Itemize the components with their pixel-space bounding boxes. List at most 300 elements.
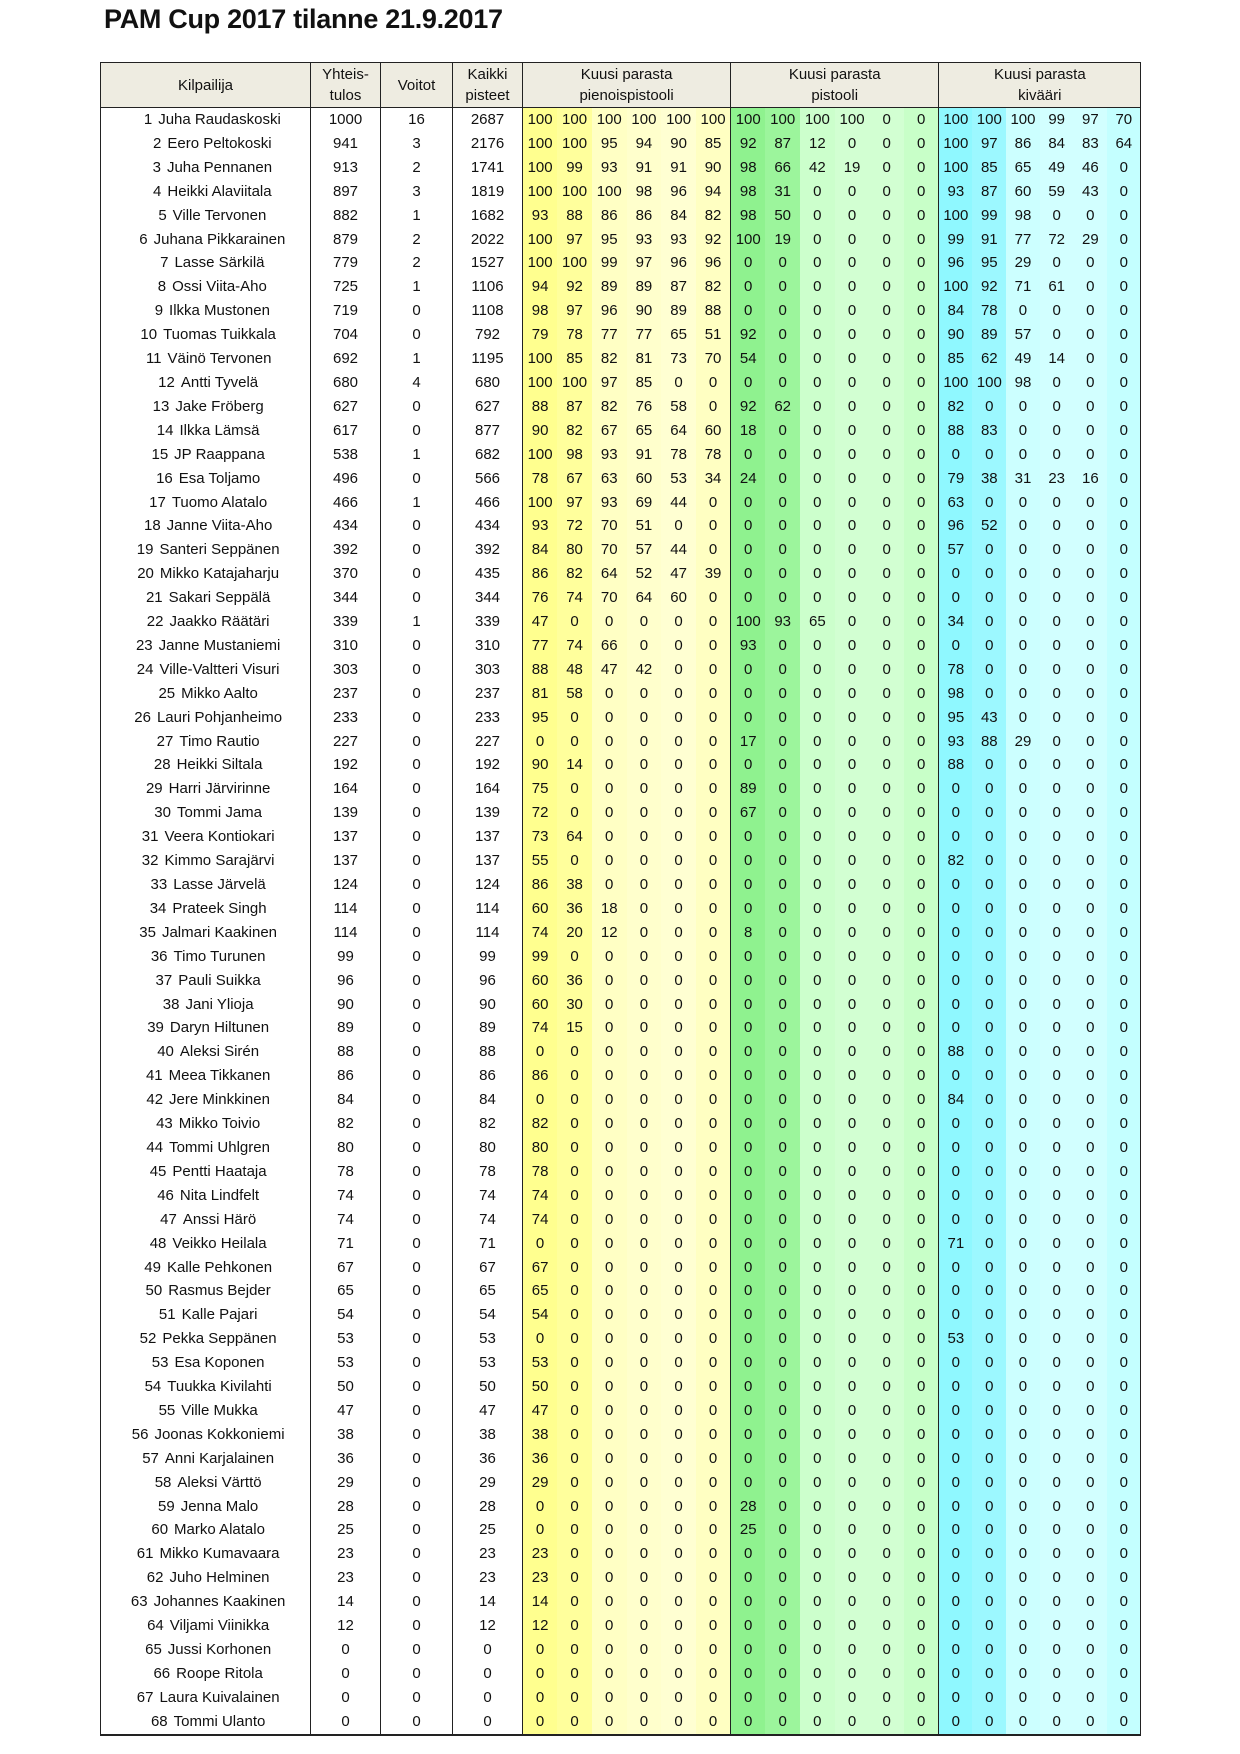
wins: 0 bbox=[381, 538, 453, 562]
score-rifle: 0 bbox=[1006, 1303, 1040, 1327]
score-small-pistol: 82 bbox=[523, 1112, 558, 1136]
score-pistol: 8 bbox=[731, 921, 766, 945]
score-pistol: 0 bbox=[835, 1542, 870, 1566]
score-rifle: 0 bbox=[1006, 538, 1040, 562]
score-rifle: 43 bbox=[1074, 180, 1108, 204]
wins: 0 bbox=[381, 777, 453, 801]
score-rifle: 98 bbox=[939, 682, 973, 706]
score-small-pistol: 0 bbox=[696, 969, 731, 993]
score-small-pistol: 0 bbox=[696, 1208, 731, 1232]
score-pistol: 0 bbox=[765, 1423, 800, 1447]
score-rifle: 0 bbox=[1074, 658, 1108, 682]
score-pistol: 0 bbox=[904, 586, 939, 610]
competitor-name: Jaakko Räätäri bbox=[169, 613, 270, 631]
score-rifle: 0 bbox=[972, 969, 1006, 993]
score-small-pistol: 0 bbox=[696, 1327, 731, 1351]
score-rifle: 0 bbox=[1074, 204, 1108, 228]
score-small-pistol: 93 bbox=[592, 156, 627, 180]
score-small-pistol: 90 bbox=[661, 132, 696, 156]
score-rifle: 0 bbox=[1107, 1303, 1141, 1327]
score-pistol: 0 bbox=[869, 443, 904, 467]
score-pistol: 100 bbox=[765, 108, 800, 132]
score-pistol: 0 bbox=[765, 825, 800, 849]
score-small-pistol: 0 bbox=[661, 777, 696, 801]
score-pistol: 0 bbox=[835, 514, 870, 538]
score-pistol: 0 bbox=[904, 514, 939, 538]
header-group-rifle bbox=[939, 63, 1141, 108]
table-row bbox=[101, 1686, 1141, 1710]
score-rifle: 0 bbox=[1006, 706, 1040, 730]
score-rifle: 0 bbox=[1040, 1638, 1074, 1662]
score-rifle: 0 bbox=[1074, 1279, 1108, 1303]
total-result: 53 bbox=[311, 1351, 381, 1375]
score-small-pistol: 36 bbox=[557, 897, 592, 921]
score-pistol: 0 bbox=[800, 251, 835, 275]
wins: 0 bbox=[381, 586, 453, 610]
wins: 0 bbox=[381, 1088, 453, 1112]
all-points: 466 bbox=[453, 491, 523, 515]
score-small-pistol: 0 bbox=[627, 1256, 662, 1280]
score-small-pistol: 93 bbox=[661, 228, 696, 252]
rank: 2 bbox=[153, 134, 162, 152]
score-pistol: 98 bbox=[731, 156, 766, 180]
score-rifle: 0 bbox=[1107, 777, 1141, 801]
all-points: 1108 bbox=[453, 299, 523, 323]
total-result: 0 bbox=[311, 1638, 381, 1662]
table-row bbox=[101, 634, 1141, 658]
score-small-pistol: 0 bbox=[627, 825, 662, 849]
score-pistol: 0 bbox=[869, 1016, 904, 1040]
competitor-cell bbox=[101, 467, 311, 491]
header-group-line1: Kuusi parasta bbox=[788, 66, 881, 83]
score-small-pistol: 0 bbox=[696, 1566, 731, 1590]
score-pistol: 0 bbox=[800, 993, 835, 1017]
score-small-pistol: 0 bbox=[592, 1136, 627, 1160]
score-pistol: 0 bbox=[731, 1279, 766, 1303]
competitor-cell bbox=[101, 1184, 311, 1208]
table-row bbox=[101, 969, 1141, 993]
score-pistol: 0 bbox=[731, 371, 766, 395]
competitor-cell bbox=[101, 825, 311, 849]
score-small-pistol: 0 bbox=[696, 1447, 731, 1471]
competitor-name: Aleksi Värttö bbox=[177, 1473, 262, 1491]
total-result: 86 bbox=[311, 1064, 381, 1088]
score-rifle: 0 bbox=[1074, 1495, 1108, 1519]
score-rifle: 0 bbox=[1040, 1566, 1074, 1590]
competitor-cell bbox=[101, 1447, 311, 1471]
score-rifle: 83 bbox=[972, 419, 1006, 443]
table-row bbox=[101, 801, 1141, 825]
competitor-name: Kimmo Sarajärvi bbox=[164, 852, 275, 870]
score-pistol: 0 bbox=[904, 1638, 939, 1662]
score-rifle: 0 bbox=[1107, 1184, 1141, 1208]
table-row bbox=[101, 467, 1141, 491]
score-pistol: 0 bbox=[800, 1495, 835, 1519]
total-result: 339 bbox=[311, 610, 381, 634]
score-small-pistol: 0 bbox=[661, 969, 696, 993]
score-small-pistol: 0 bbox=[523, 1710, 558, 1735]
score-pistol: 0 bbox=[904, 1375, 939, 1399]
score-pistol: 0 bbox=[765, 1279, 800, 1303]
score-pistol: 0 bbox=[731, 1710, 766, 1735]
score-rifle: 0 bbox=[972, 682, 1006, 706]
score-rifle: 0 bbox=[1074, 1256, 1108, 1280]
score-pistol: 0 bbox=[835, 1423, 870, 1447]
score-rifle: 0 bbox=[939, 1375, 973, 1399]
score-pistol: 0 bbox=[731, 1566, 766, 1590]
score-pistol: 0 bbox=[765, 1088, 800, 1112]
score-small-pistol: 0 bbox=[592, 777, 627, 801]
score-small-pistol: 86 bbox=[523, 562, 558, 586]
score-rifle: 0 bbox=[1107, 1040, 1141, 1064]
all-points: 0 bbox=[453, 1638, 523, 1662]
score-rifle: 0 bbox=[1040, 323, 1074, 347]
score-small-pistol: 0 bbox=[696, 1423, 731, 1447]
score-small-pistol: 0 bbox=[592, 1016, 627, 1040]
total-result: 538 bbox=[311, 443, 381, 467]
score-pistol: 0 bbox=[835, 873, 870, 897]
rank: 52 bbox=[139, 1330, 157, 1348]
wins: 0 bbox=[381, 1279, 453, 1303]
table-row bbox=[101, 897, 1141, 921]
rank: 68 bbox=[150, 1712, 168, 1730]
score-pistol: 0 bbox=[835, 1447, 870, 1471]
table-row bbox=[101, 1495, 1141, 1519]
score-rifle: 0 bbox=[972, 1375, 1006, 1399]
rank: 58 bbox=[154, 1473, 172, 1491]
score-pistol: 0 bbox=[731, 1160, 766, 1184]
score-rifle: 0 bbox=[1006, 1256, 1040, 1280]
score-small-pistol: 0 bbox=[696, 801, 731, 825]
score-rifle: 88 bbox=[939, 1040, 973, 1064]
score-small-pistol: 0 bbox=[696, 1256, 731, 1280]
score-pistol: 0 bbox=[904, 730, 939, 754]
competitor-name: Pekka Seppänen bbox=[162, 1330, 277, 1348]
score-pistol: 0 bbox=[765, 467, 800, 491]
score-rifle: 0 bbox=[1040, 1112, 1074, 1136]
header-wins-label: Voitot bbox=[397, 76, 436, 94]
score-rifle: 0 bbox=[939, 1662, 973, 1686]
score-rifle: 0 bbox=[972, 777, 1006, 801]
all-points: 877 bbox=[453, 419, 523, 443]
table-row bbox=[101, 1471, 1141, 1495]
rank: 53 bbox=[151, 1354, 169, 1372]
score-rifle: 0 bbox=[972, 1327, 1006, 1351]
score-rifle: 0 bbox=[1107, 825, 1141, 849]
score-small-pistol: 0 bbox=[627, 1160, 662, 1184]
score-pistol: 0 bbox=[731, 1088, 766, 1112]
score-rifle: 0 bbox=[972, 1256, 1006, 1280]
score-rifle: 0 bbox=[972, 1303, 1006, 1327]
all-points: 114 bbox=[453, 897, 523, 921]
score-small-pistol: 85 bbox=[557, 347, 592, 371]
wins: 0 bbox=[381, 1590, 453, 1614]
score-rifle: 0 bbox=[1107, 491, 1141, 515]
score-small-pistol: 0 bbox=[661, 1256, 696, 1280]
score-rifle: 71 bbox=[939, 1232, 973, 1256]
score-pistol: 0 bbox=[800, 1638, 835, 1662]
rank: 59 bbox=[158, 1497, 175, 1515]
score-small-pistol: 0 bbox=[661, 1566, 696, 1590]
score-rifle: 0 bbox=[1006, 801, 1040, 825]
score-small-pistol: 0 bbox=[592, 1710, 627, 1735]
all-points: 2176 bbox=[453, 132, 523, 156]
score-small-pistol: 0 bbox=[661, 682, 696, 706]
score-rifle: 0 bbox=[1074, 443, 1108, 467]
score-small-pistol: 0 bbox=[696, 730, 731, 754]
score-small-pistol: 48 bbox=[557, 658, 592, 682]
score-small-pistol: 95 bbox=[523, 706, 558, 730]
score-rifle: 98 bbox=[1006, 204, 1040, 228]
score-pistol: 0 bbox=[835, 993, 870, 1017]
competitor-cell bbox=[101, 777, 311, 801]
score-small-pistol: 74 bbox=[557, 586, 592, 610]
wins: 0 bbox=[381, 323, 453, 347]
score-pistol: 0 bbox=[904, 1351, 939, 1375]
score-rifle: 0 bbox=[1006, 993, 1040, 1017]
score-rifle: 0 bbox=[1040, 562, 1074, 586]
score-rifle: 0 bbox=[972, 1208, 1006, 1232]
competitor-name: Ville Tervonen bbox=[172, 206, 267, 224]
score-small-pistol: 82 bbox=[696, 275, 731, 299]
all-points: 96 bbox=[453, 969, 523, 993]
score-small-pistol: 0 bbox=[696, 1351, 731, 1375]
score-small-pistol: 98 bbox=[523, 299, 558, 323]
score-pistol: 0 bbox=[835, 491, 870, 515]
rank: 23 bbox=[135, 636, 153, 654]
table-row bbox=[101, 1399, 1141, 1423]
score-small-pistol: 0 bbox=[627, 1351, 662, 1375]
score-rifle: 90 bbox=[939, 323, 973, 347]
score-small-pistol: 0 bbox=[696, 610, 731, 634]
score-small-pistol: 0 bbox=[661, 1232, 696, 1256]
competitor-cell bbox=[101, 658, 311, 682]
score-pistol: 0 bbox=[904, 945, 939, 969]
all-points: 89 bbox=[453, 1016, 523, 1040]
total-result: 704 bbox=[311, 323, 381, 347]
rank: 32 bbox=[141, 852, 159, 870]
score-rifle: 0 bbox=[1074, 825, 1108, 849]
score-pistol: 0 bbox=[869, 1662, 904, 1686]
table-row bbox=[101, 1040, 1141, 1064]
score-pistol: 0 bbox=[800, 1375, 835, 1399]
rank: 63 bbox=[130, 1593, 148, 1611]
rank: 13 bbox=[152, 397, 170, 415]
score-small-pistol: 98 bbox=[557, 443, 592, 467]
total-result: 114 bbox=[311, 921, 381, 945]
score-pistol: 0 bbox=[731, 1399, 766, 1423]
score-pistol: 0 bbox=[835, 299, 870, 323]
all-points: 23 bbox=[453, 1542, 523, 1566]
wins: 1 bbox=[381, 204, 453, 228]
score-pistol: 0 bbox=[869, 1256, 904, 1280]
score-pistol: 0 bbox=[904, 897, 939, 921]
score-pistol: 0 bbox=[869, 323, 904, 347]
rank: 60 bbox=[151, 1521, 169, 1539]
score-pistol: 0 bbox=[869, 1471, 904, 1495]
all-points: 86 bbox=[453, 1064, 523, 1088]
score-pistol: 0 bbox=[835, 825, 870, 849]
score-pistol: 0 bbox=[800, 586, 835, 610]
score-small-pistol: 0 bbox=[592, 1686, 627, 1710]
score-rifle: 0 bbox=[1074, 538, 1108, 562]
score-small-pistol: 0 bbox=[696, 491, 731, 515]
score-small-pistol: 0 bbox=[627, 682, 662, 706]
score-rifle: 0 bbox=[1006, 1542, 1040, 1566]
score-small-pistol: 88 bbox=[696, 299, 731, 323]
wins: 3 bbox=[381, 180, 453, 204]
score-pistol: 0 bbox=[835, 1256, 870, 1280]
score-rifle: 0 bbox=[1074, 299, 1108, 323]
score-small-pistol: 100 bbox=[523, 228, 558, 252]
score-pistol: 0 bbox=[904, 1566, 939, 1590]
wins: 0 bbox=[381, 514, 453, 538]
score-pistol: 0 bbox=[731, 753, 766, 777]
score-pistol: 0 bbox=[765, 514, 800, 538]
competitor-cell bbox=[101, 1256, 311, 1280]
wins: 0 bbox=[381, 634, 453, 658]
score-pistol: 0 bbox=[731, 1040, 766, 1064]
score-small-pistol: 74 bbox=[523, 921, 558, 945]
all-points: 627 bbox=[453, 395, 523, 419]
rank: 17 bbox=[149, 493, 166, 511]
score-pistol: 0 bbox=[835, 228, 870, 252]
score-pistol: 0 bbox=[869, 108, 904, 132]
wins: 0 bbox=[381, 1638, 453, 1662]
score-rifle: 0 bbox=[1006, 682, 1040, 706]
score-small-pistol: 90 bbox=[627, 299, 662, 323]
score-rifle: 0 bbox=[1107, 1232, 1141, 1256]
score-small-pistol: 0 bbox=[627, 634, 662, 658]
score-rifle: 0 bbox=[1074, 873, 1108, 897]
rank: 12 bbox=[158, 373, 175, 391]
score-rifle: 89 bbox=[972, 323, 1006, 347]
score-small-pistol: 69 bbox=[627, 491, 662, 515]
score-rifle: 0 bbox=[939, 969, 973, 993]
score-pistol: 0 bbox=[731, 1423, 766, 1447]
wins: 1 bbox=[381, 610, 453, 634]
score-small-pistol: 0 bbox=[661, 1088, 696, 1112]
wins: 0 bbox=[381, 1662, 453, 1686]
header-group-pistol bbox=[731, 63, 939, 108]
score-pistol: 0 bbox=[731, 1208, 766, 1232]
score-small-pistol: 100 bbox=[523, 251, 558, 275]
score-rifle: 0 bbox=[1107, 849, 1141, 873]
score-rifle: 0 bbox=[1006, 419, 1040, 443]
competitor-name: Eero Peltokoski bbox=[167, 134, 272, 152]
rank: 47 bbox=[160, 1210, 177, 1228]
score-small-pistol: 0 bbox=[557, 1542, 592, 1566]
score-rifle: 0 bbox=[939, 1399, 973, 1423]
score-small-pistol: 0 bbox=[661, 1495, 696, 1519]
score-rifle: 0 bbox=[1107, 443, 1141, 467]
score-rifle: 97 bbox=[972, 132, 1006, 156]
score-small-pistol: 100 bbox=[592, 108, 627, 132]
score-rifle: 0 bbox=[1107, 1256, 1141, 1280]
score-small-pistol: 0 bbox=[592, 1375, 627, 1399]
score-pistol: 0 bbox=[800, 491, 835, 515]
score-pistol: 0 bbox=[731, 1232, 766, 1256]
score-small-pistol: 36 bbox=[557, 969, 592, 993]
competitor-cell bbox=[101, 873, 311, 897]
wins: 0 bbox=[381, 1375, 453, 1399]
competitor-name: Heikki Siltala bbox=[176, 756, 263, 774]
score-pistol: 0 bbox=[869, 993, 904, 1017]
score-rifle: 0 bbox=[1006, 1351, 1040, 1375]
competitor-name: Johannes Kaakinen bbox=[153, 1593, 286, 1611]
wins: 0 bbox=[381, 1447, 453, 1471]
score-pistol: 0 bbox=[904, 921, 939, 945]
wins: 0 bbox=[381, 1112, 453, 1136]
score-pistol: 0 bbox=[800, 1423, 835, 1447]
score-small-pistol: 90 bbox=[523, 753, 558, 777]
score-rifle: 93 bbox=[939, 730, 973, 754]
score-small-pistol: 0 bbox=[627, 1232, 662, 1256]
score-small-pistol: 0 bbox=[696, 1136, 731, 1160]
score-rifle: 0 bbox=[1006, 753, 1040, 777]
score-rifle: 100 bbox=[939, 108, 973, 132]
score-small-pistol: 88 bbox=[557, 204, 592, 228]
wins: 0 bbox=[381, 969, 453, 993]
score-pistol: 0 bbox=[731, 1351, 766, 1375]
score-pistol: 0 bbox=[800, 1256, 835, 1280]
score-rifle: 63 bbox=[939, 491, 973, 515]
score-rifle: 0 bbox=[1040, 730, 1074, 754]
score-small-pistol: 0 bbox=[592, 1327, 627, 1351]
total-result: 310 bbox=[311, 634, 381, 658]
competitor-name: Ville Mukka bbox=[181, 1401, 258, 1419]
score-rifle: 0 bbox=[1040, 1614, 1074, 1638]
score-small-pistol: 96 bbox=[592, 299, 627, 323]
score-rifle: 0 bbox=[1040, 1662, 1074, 1686]
score-rifle: 0 bbox=[1107, 1064, 1141, 1088]
score-rifle: 0 bbox=[1006, 443, 1040, 467]
total-result: 627 bbox=[311, 395, 381, 419]
score-small-pistol: 0 bbox=[627, 730, 662, 754]
score-small-pistol: 97 bbox=[557, 299, 592, 323]
score-rifle: 0 bbox=[1006, 299, 1040, 323]
score-small-pistol: 0 bbox=[592, 1351, 627, 1375]
score-small-pistol: 47 bbox=[523, 1399, 558, 1423]
score-rifle: 0 bbox=[1040, 993, 1074, 1017]
score-rifle: 0 bbox=[1074, 1518, 1108, 1542]
score-pistol: 0 bbox=[869, 873, 904, 897]
score-rifle: 0 bbox=[972, 491, 1006, 515]
score-pistol: 0 bbox=[800, 825, 835, 849]
score-pistol: 0 bbox=[731, 562, 766, 586]
score-rifle: 0 bbox=[1107, 156, 1141, 180]
score-rifle: 0 bbox=[1040, 514, 1074, 538]
score-rifle: 99 bbox=[972, 204, 1006, 228]
score-pistol: 0 bbox=[765, 969, 800, 993]
score-small-pistol: 81 bbox=[523, 682, 558, 706]
score-small-pistol: 29 bbox=[523, 1471, 558, 1495]
table-row bbox=[101, 1327, 1141, 1351]
score-small-pistol: 0 bbox=[696, 1232, 731, 1256]
score-pistol: 100 bbox=[800, 108, 835, 132]
score-pistol: 0 bbox=[835, 1040, 870, 1064]
score-pistol: 0 bbox=[800, 730, 835, 754]
score-small-pistol: 70 bbox=[696, 347, 731, 371]
table-row bbox=[101, 1112, 1141, 1136]
score-pistol: 0 bbox=[904, 1399, 939, 1423]
score-rifle: 0 bbox=[1074, 993, 1108, 1017]
competitor-name: Santeri Seppänen bbox=[159, 541, 280, 559]
total-result: 466 bbox=[311, 491, 381, 515]
score-pistol: 0 bbox=[765, 371, 800, 395]
rank: 44 bbox=[146, 1138, 164, 1156]
score-small-pistol: 0 bbox=[557, 1662, 592, 1686]
